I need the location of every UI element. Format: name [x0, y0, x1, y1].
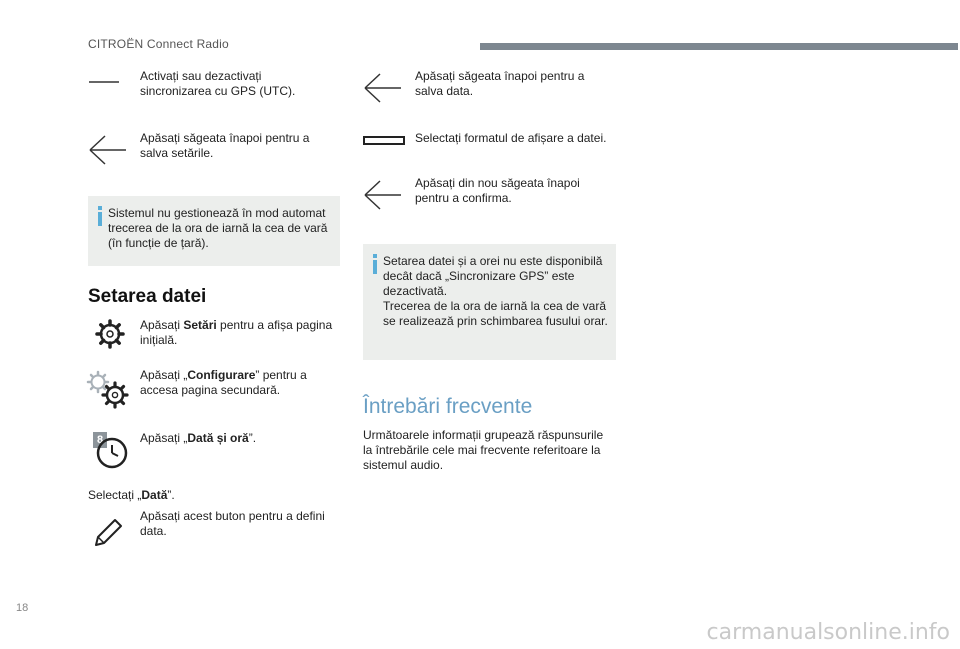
step-define-date: Apăsați acest buton pentru a defini data. — [140, 509, 325, 538]
step-settings-bold: Setări — [183, 318, 217, 332]
step-config-bold: Configurare — [187, 368, 256, 382]
info-gps-line2: Trecerea de la ora de iarnă la cea de vară se realizează prin schimbarea fusului orar. — [383, 299, 608, 328]
header-title: CITROËN Connect Radio — [88, 37, 229, 51]
faq-title: Întrebări frecvente — [363, 395, 533, 418]
clock-icon — [96, 437, 128, 469]
step-settings — [140, 318, 340, 348]
step-configuration — [140, 368, 330, 398]
page-badge: 8 — [93, 432, 107, 448]
footer-watermark: carmanualsonline.info — [706, 620, 950, 645]
info-gps-line1: Setarea datei și a orei nu este disponibilă decât dacă „Sincronizare GPS” este dezactivată. — [383, 254, 603, 298]
step-settings-pre: Apăsați — [140, 318, 184, 332]
gear-icon — [95, 319, 125, 349]
step-settings-post: pentru a afișa pagina inițială. — [140, 318, 333, 347]
page-number: 18 — [16, 602, 29, 614]
select-date-post: ”. — [167, 488, 175, 502]
info-icon — [98, 206, 102, 226]
info-text-gps — [383, 254, 611, 329]
section-title-date: Setarea datei — [88, 286, 207, 307]
info-box-gps — [363, 244, 616, 360]
select-date — [88, 488, 288, 503]
step-date-time — [140, 431, 330, 446]
pencil-icon — [93, 516, 125, 548]
header-bar — [480, 43, 958, 50]
step-save-settings: Apăsați săgeata înapoi pentru a salva setările. — [140, 131, 310, 160]
info-text-dst: Sistemul nu gestionează în mod automat trecerea de la ora de iarnă la cea de vară (în funcție de țară). — [108, 206, 328, 250]
back-arrow-icon — [363, 180, 403, 210]
step-datetime-bold: Dată și oră — [187, 431, 249, 445]
step-datetime-post: ”. — [248, 431, 257, 445]
configuration-gears-icon — [87, 371, 129, 409]
select-date-pre: Selectați „ — [88, 488, 142, 502]
step-confirm: Apăsați din nou săgeata înapoi pentru a confirma. — [415, 176, 580, 205]
step-date-format: Selectați formatul de afișare a datei. — [415, 131, 607, 145]
info-box-dst — [88, 196, 340, 266]
faq-text: Următoarele informații grupează răspunsurile la întrebările cele mai frecvente referitoare la sistemul audio. — [363, 428, 604, 472]
step-gps-sync: Activați sau dezactivați sincronizarea cu GPS (UTC). — [140, 69, 296, 98]
back-arrow-icon — [363, 73, 403, 103]
back-arrow-icon — [88, 135, 128, 165]
select-date-bold: Dată — [141, 488, 168, 502]
toggle-line-icon — [89, 80, 119, 84]
info-icon — [373, 254, 377, 274]
format-bar-icon — [363, 136, 405, 146]
step-config-post: ” pentru a accesa pagina secundară. — [140, 368, 307, 397]
step-datetime-pre: Apăsați „ — [140, 431, 188, 445]
step-config-pre: Apăsați „ — [140, 368, 188, 382]
step-save-date: Apăsați săgeata înapoi pentru a salva data. — [415, 69, 585, 98]
